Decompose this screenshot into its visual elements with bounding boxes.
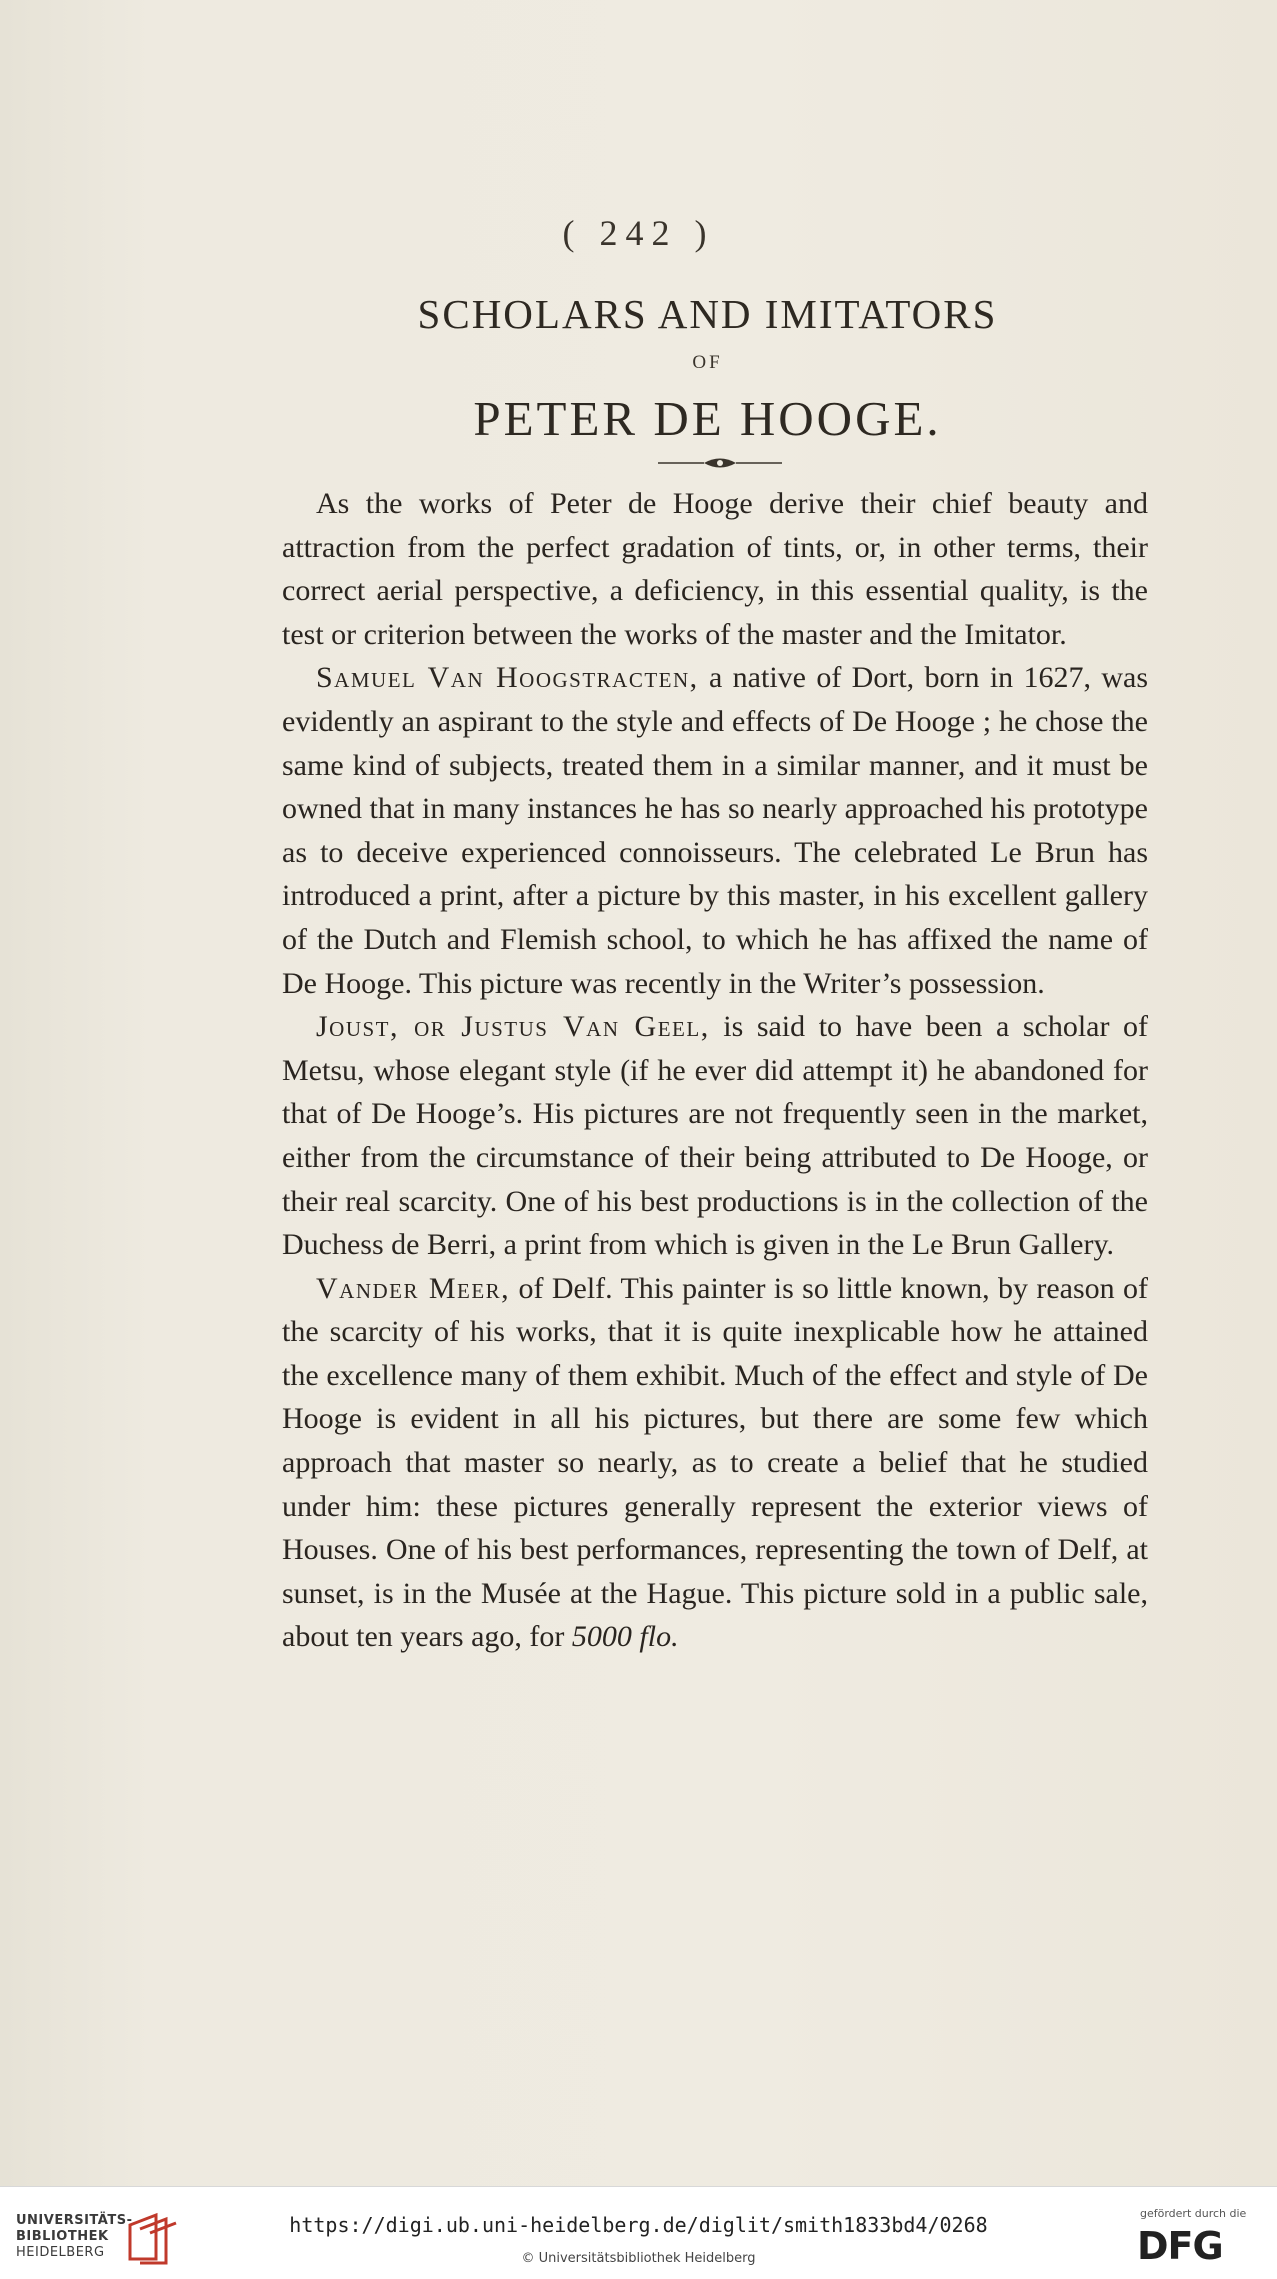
library-name-line: HEIDELBERG <box>16 2245 105 2260</box>
library-name-line: UNIVERSITÄTS- <box>16 2213 133 2228</box>
chapter-title-line2: PETER DE HOOGE. <box>473 391 942 446</box>
artist-name: Joust, or Justus Van Geel, <box>316 1010 710 1044</box>
body-text <box>282 482 1148 1659</box>
dfg-logo-icon[interactable]: DFG <box>1137 2224 1223 2268</box>
paragraph-intro <box>282 482 1148 656</box>
paragraph-text: a native of Dort, born in 1627, was evidently an aspirant to the style and effects of De Hooge ; he chose the same kind of subjects, treated them in a similar manner, and it must be owned that in many instances he has so nearly approached his prototype as to deceive experienced connoisseurs. The celebrated Le Brun has introduced a print, after a picture by this master, in his excellent gallery of the Dutch and Flemish school, to which he has affixed the name of De Hooge. This picture was recently in the Writer’s possession. <box>282 661 1149 1000</box>
funding-note: gefördert durch die <box>1140 2207 1247 2220</box>
library-name-line: BIBLIOTHEK <box>16 2229 109 2244</box>
artist-name: Samuel Van Hoogstracten, <box>316 661 699 695</box>
paragraph-vander-meer <box>282 1267 1148 1659</box>
paragraph-hoogstracten <box>282 656 1148 1005</box>
page-number: ( 242 ) <box>562 213 715 253</box>
chapter-title-line1: SCHOLARS AND IMITATORS <box>417 291 998 337</box>
ornament-divider-icon <box>658 452 782 474</box>
footer-bar <box>0 2186 1277 2279</box>
paragraph-text: As the works of Peter de Hooge derive their chief beauty and attraction from the perfect gradation of tints, or, in other terms, their correct aerial perspective, a deficiency, in this essential quality, is the test or criterion between the works of the master and the Imitator. <box>282 487 1148 651</box>
paragraph-van-geel <box>282 1005 1148 1267</box>
paragraph-text: is said to have been a scholar of Metsu, whose elegant style (if he ever did attempt it) he abandoned for that of De Hooge’s. His pictures are not frequently seen in the market, either from the circumstance of their being attributed to De Hooge, or their real scarcity. One of his best productions is in the collection of the Duchess de Berri, a print from which is given in the Le Brun Gallery. <box>282 1010 1148 1262</box>
price-italic: 5000 flo. <box>571 1620 679 1654</box>
copyright-notice: © Universitätsbibliothek Heidelberg <box>521 2251 756 2266</box>
artist-name: Vander Meer, <box>316 1271 511 1305</box>
paragraph-text: of Delf. This painter is so little known, by reason of the scarcity of his works, that it is quite inexplicable how he attained the excellence many of them exhibit. Much of the effect and style of De Hooge is evident in all his pictures, but there are some few which approach that master so nearly, as to create a belief that he studied under him: these pictures generally represent the exterior views of Houses. One of his best performances, representing the town of Delf, at sunset, is in the Musée at the Hague. This picture sold in a public sale, about ten years ago, for <box>282 1271 1148 1654</box>
permalink-url[interactable]: https://digi.ub.uni-heidelberg.de/diglit/smith1833bd4/0268 <box>289 2213 988 2237</box>
chapter-title-of: OF <box>692 352 723 373</box>
